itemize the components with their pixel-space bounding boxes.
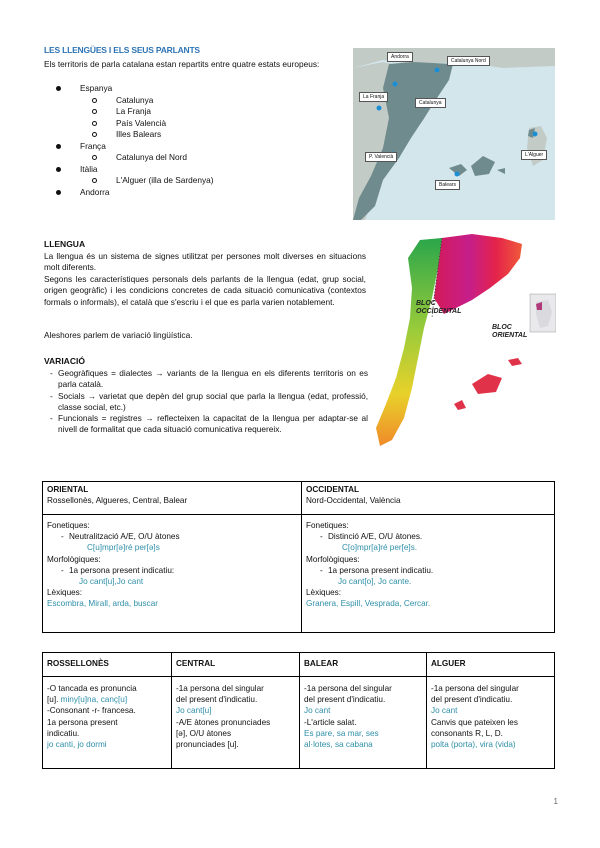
blocs-table <box>42 481 555 633</box>
dialect-line: [u]. miny[u]na, canç[u] <box>47 695 128 705</box>
occidental-title: OCCIDENTAL <box>306 485 360 494</box>
page-title: LES LLENGÜES I ELS SEUS PARLANTS <box>44 45 200 55</box>
bloc-oriental-label: BLOC ORIENTAL <box>492 324 528 339</box>
oriental-morfologiques-item: - 1a persona present indicatiu: <box>61 565 175 575</box>
occidental-morfologiques-item: - 1a persona present indicatiu. <box>320 565 434 575</box>
dialect-line: -1a persona del singular <box>176 684 264 693</box>
occidental-lexiques-label: Lèxiques: <box>306 588 342 598</box>
dialect-line: polta (porta), vira (vida) <box>431 740 516 750</box>
occidental-fonetiques-label: Fonetiques: <box>306 521 349 530</box>
map-label-alguer: L'Alguer <box>521 150 547 160</box>
dialects-table <box>42 652 555 769</box>
dialect-line: del present d'indicatiu. <box>176 695 258 705</box>
oriental-subtitle: Rossellonès, Algueres, Central, Balear <box>47 496 188 506</box>
oriental-morfologiques-label: Morfològiques: <box>47 554 101 564</box>
llengua-line-2: Segons les característiques personals dels parlants de la llengua (edat, grup social, origen geogràfic) i les condicions concretes de cada situació comunicativa (contextos formals o informals), el català que s'escriu i el que es parla varien notablement. <box>44 274 366 307</box>
sub-item: País Valencià <box>116 118 340 130</box>
dialect-line: jo canti, jo dormi <box>47 740 107 750</box>
states-list <box>80 83 340 198</box>
variacio-list <box>50 368 368 436</box>
occidental-header-cell <box>302 482 555 515</box>
dialect-header-central: CENTRAL <box>172 653 300 677</box>
dialect-line: consonants R, L, D. <box>431 728 503 738</box>
oriental-fonetiques-example: C[u]mpr[ə]ré per[ə]s <box>87 543 160 553</box>
territories-map <box>353 48 555 220</box>
oriental-body-cell <box>43 515 302 633</box>
dialect-line: -1a persona del singular <box>304 684 392 693</box>
oriental-lexiques-label: Lèxiques: <box>47 588 83 598</box>
oriental-fonetiques-item: - Neutralització A/E, O/U àtones <box>61 532 180 542</box>
dialect-line: [ə], O/U àtones <box>176 728 232 738</box>
state-item: Andorra <box>80 187 340 199</box>
occidental-fonetiques-example: C[o]mpr[a]ré per[e]s. <box>342 543 418 553</box>
map-label-catalunya: Catalunya <box>415 98 446 108</box>
occidental-morfologiques-example: Jo cant[o], Jo cante. <box>338 577 412 587</box>
dialect-line: Jo cant <box>431 706 458 716</box>
bloc-occidental-label: BLOC OCCIDENTAL <box>416 300 462 315</box>
dialects-map <box>372 228 556 450</box>
dialect-line: del present d'indicatiu. <box>431 695 513 705</box>
oriental-lexiques-example: Escombra, Mirall, arda, buscar <box>47 599 159 609</box>
variacio-item: - Geogràfiques = dialectes → variants de la llengua en els diferents territoris on es parla català. <box>50 368 368 390</box>
territories-map-svg <box>353 48 555 220</box>
dialect-header-balear: BALEAR <box>300 653 427 677</box>
sub-item: La Franja <box>116 106 340 118</box>
dialect-header-rossellones: ROSSELLONÈS <box>43 653 172 677</box>
llengua-line-1: La llengua és un sistema de signes utilitzat per persones molt diverses en situacions molt diferents. <box>44 251 366 273</box>
dialect-line: -A/E àtones pronunciades <box>176 717 271 727</box>
dialect-line: -O tancada es pronuncia <box>47 684 137 693</box>
map-label-andorra: Andorra <box>387 52 413 62</box>
occidental-morfologiques-label: Morfològiques: <box>306 554 360 564</box>
occidental-fonetiques-item: - Distinció A/E, O/U àtones. <box>320 532 423 542</box>
dialect-header-alguer: ALGUER <box>427 653 555 677</box>
map-label-la-franja: La Franja <box>359 92 388 102</box>
variacio-heading: VARIACIÓ <box>44 356 85 366</box>
variacio-item: - Socials → varietat que depèn del grup social que parla la llengua (edat, professió, classe social, etc.) <box>50 390 368 412</box>
occidental-lexiques-example: Granera, Espill, Vesprada, Cercar. <box>306 599 431 609</box>
dialect-line: -1a persona del singular <box>431 684 519 693</box>
intro-text: Els territoris de parla catalana estan repartits entre quatre estats europeus: <box>44 59 320 69</box>
dialect-cell-rossellones <box>43 677 172 769</box>
dialect-line: Jo cant[u] <box>176 706 212 716</box>
llengua-line-3: Aleshores parlem de variació lingüística. <box>44 330 193 340</box>
oriental-fonetiques-label: Fonetiques: <box>47 521 90 530</box>
dialect-line: pronunciades [u]. <box>176 740 239 750</box>
state-item: Itàlia <box>80 164 340 176</box>
dialect-line: 1a persona present <box>47 717 118 727</box>
oriental-header-cell <box>43 482 302 515</box>
page-number: 1 <box>553 797 558 806</box>
dialect-cell-central <box>172 677 300 769</box>
sub-item: L'Alguer (illa de Sardenya) <box>116 175 340 187</box>
dialect-line: al·lotes, sa cabana <box>304 740 373 750</box>
dialect-line: -Consonant -r- francesa. <box>47 706 136 716</box>
oriental-title: ORIENTAL <box>47 485 89 494</box>
oriental-morfologiques-example: Jo cant[u],Jo cant <box>79 577 144 587</box>
map-label-balears: Balears <box>435 180 460 190</box>
dialect-line: Jo cant <box>304 706 331 716</box>
llengua-heading: LLENGUA <box>44 239 86 249</box>
sub-item: Catalunya <box>116 95 340 107</box>
dialect-line: indicatiu. <box>47 728 80 738</box>
dialect-line: Es pare, sa mar, ses <box>304 728 379 738</box>
dialect-cell-alguer <box>427 677 555 769</box>
sub-item: Illes Balears <box>116 129 340 141</box>
state-item: Espanya <box>80 83 340 95</box>
dialect-line: -L'article salat. <box>304 717 357 727</box>
dialect-line: Canvis que pateixen les <box>431 717 518 727</box>
state-item: França <box>80 141 340 153</box>
sub-item: Catalunya del Nord <box>116 152 340 164</box>
occidental-body-cell <box>302 515 555 633</box>
dialect-line: del present d'indicatiu. <box>304 695 386 705</box>
map-label-catalunya-nord: Catalunya Nord <box>447 56 490 66</box>
variacio-item: - Funcionals = registres → reflecteixen la capacitat de la llengua per adaptar-se al nivell de formalitat que cada situació comunicativa requereix. <box>50 413 368 435</box>
dialect-cell-balear <box>300 677 427 769</box>
occidental-subtitle: Nord-Occidental, València <box>306 496 401 506</box>
map-label-valencia: P. Valencià <box>365 152 397 162</box>
